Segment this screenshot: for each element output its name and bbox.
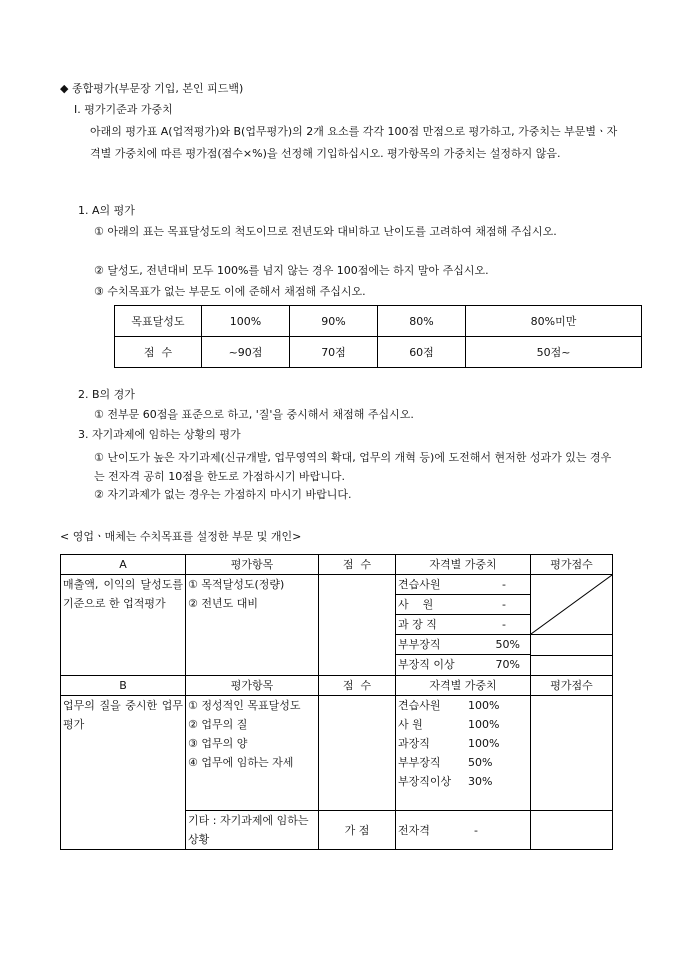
criteria-heading: I. 평가기준과 가중치 — [74, 103, 173, 116]
b-description: 업무의 질을 중시한 업무평가 — [61, 696, 186, 811]
table-row: 목표달성도 100% 90% 80% 80%미만 — [115, 306, 642, 337]
a-description: 매출액, 이익의 달성도를 기준으로 한 업적평가 — [61, 575, 186, 676]
extra-item: 기타 : 자기과제에 임하는 상황 — [186, 811, 319, 850]
table-caption: < 영업ㆍ매체는 수치목표를 설정한 부문 및 개인> — [60, 530, 302, 543]
a-item-1: ① 아래의 표는 목표달성도의 척도이므로 전년도와 대비하고 난이도를 고려하여 채점해 주십시오. — [94, 225, 557, 238]
evaluation-table — [60, 554, 613, 850]
self-task-item-2: ② 자기과제가 없는 경우는 가점하지 마시기 바랍니다. — [94, 488, 352, 501]
criteria-paragraph: 아래의 평가표 A(업적평가)와 B(업무평가)의 2개 요소를 각각 100점 만점으로 평가하고, 가중치는 부문별ㆍ자격별 가중치에 따른 평가점(점수×%)을 선정해 기입하십시오. 평가항목의 가중치는 설정하지 않음. — [90, 125, 618, 160]
a-score-cell — [531, 575, 613, 676]
a-items: ① 목적달성도(정량) ② 전년도 대비 — [186, 575, 319, 676]
a-eval-heading: 1. A의 평가 — [78, 204, 135, 217]
b-weights: 견습사원 100% 사 원 100% 과장직 100% 부부장직 50% 부장직이상 30% — [396, 696, 531, 811]
section-title: ◆ 종합평가(부문장 기입, 본인 피드백) — [60, 82, 244, 95]
a-item-3: ③ 수치목표가 없는 부문도 이에 준해서 채점해 주십시오. — [94, 285, 366, 298]
b-item-1: ① 전부문 60점을 표준으로 하고, '질'을 중시해서 채점해 주십시오. — [94, 408, 414, 421]
table-row — [61, 696, 613, 811]
table-row: 기타 : 자기과제에 임하는 상황 가 점 전자격 - — [61, 811, 613, 850]
table-row — [61, 575, 613, 676]
b-items: ① 정성적인 목표달성도 ② 업무의 질 ③ 업무의 양 ④ 업무에 임하는 자세 — [186, 696, 319, 811]
diamond-bullet-icon: ◆ — [60, 82, 69, 95]
achievement-scale-table — [114, 305, 642, 368]
self-task-heading: 3. 자기과제에 임하는 상황의 평가 — [78, 428, 241, 441]
extra-weight: 전자격 - — [396, 811, 531, 850]
diagonal-strike — [531, 575, 612, 635]
a-weights: 견습사원 - 사 원 - 과 장 직 - 부부장직 50% 부장직 이상 70% — [396, 575, 531, 676]
table-row: 점 수 ~90점 70점 60점 50점~ — [115, 337, 642, 368]
table-row: A 평가항목 점 수 자격별 가중치 평가점수 — [61, 555, 613, 575]
self-task-item-1: ① 난이도가 높은 자기과제(신규개발, 업무영역의 확대, 업무의 개혁 등)에 도전해서 현저한 성과가 있는 경우는 전자격 공히 10점을 한도로 가점하시기 바랍니다. — [94, 451, 612, 483]
a-item-2: ② 달성도, 전년대비 모두 100%를 넘지 않는 경우 100점에는 하지 말아 주십시오. — [94, 264, 489, 277]
table-row: B 평가항목 점 수 자격별 가중치 평가점수 — [61, 676, 613, 696]
b-eval-heading: 2. B의 경가 — [78, 388, 135, 401]
